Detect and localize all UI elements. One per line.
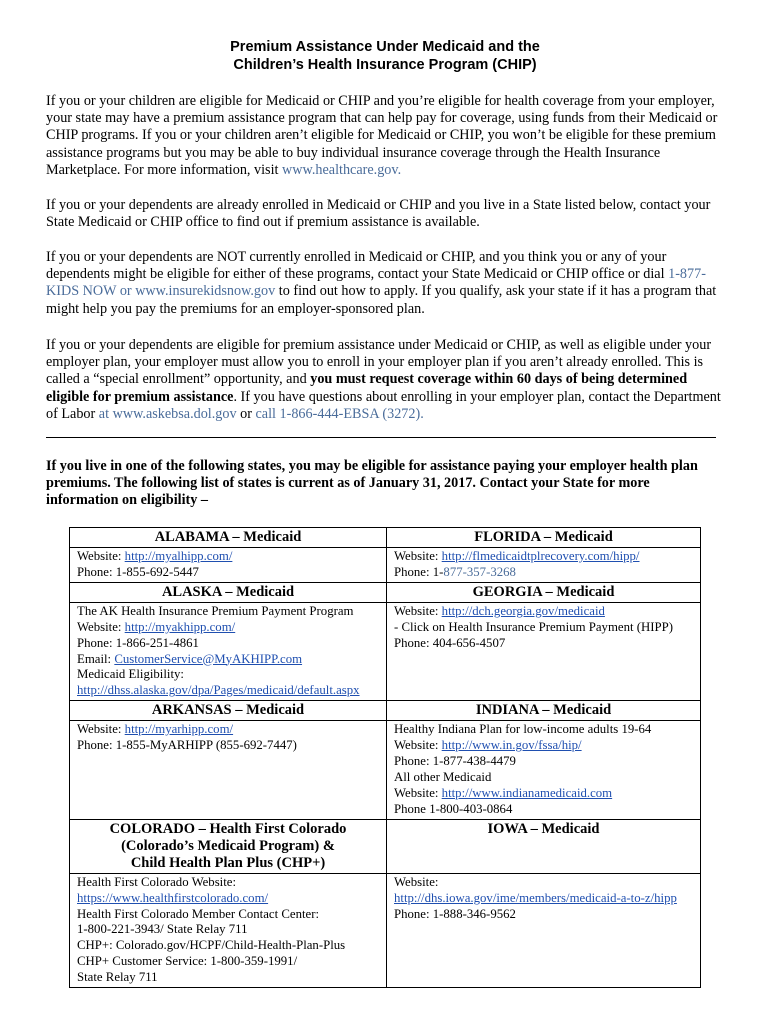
georgia-details xyxy=(387,602,701,700)
states-intro: If you live in one of the following states, you may be eligible for assistance paying your employer health plan premiums. The following list of states is current as of January 31, 2017. Contact your State for more information on eligibility – xyxy=(46,458,698,509)
askebsa-link[interactable]: at www.askebsa.dol.gov xyxy=(98,405,237,422)
table-row xyxy=(70,582,701,602)
alaska-program: The AK Health Insurance Premium Payment Program xyxy=(77,603,354,618)
table-row xyxy=(70,819,701,873)
arkansas-details xyxy=(70,721,387,819)
iowa-details xyxy=(387,873,701,987)
georgia-website-link[interactable]: http://dch.georgia.gov/medicaid xyxy=(441,603,605,618)
georgia-note: - Click on Health Insurance Premium Payment (HIPP) xyxy=(394,619,673,634)
alabama-phone: Phone: 1-855-692-5447 xyxy=(77,564,199,579)
paragraph-enrolled xyxy=(46,197,724,231)
florida-details xyxy=(387,548,701,583)
colorado-header-line-3: Child Health Plan Plus (CHP+) xyxy=(130,854,326,871)
paragraph-intro-end: . xyxy=(397,161,402,178)
table-row xyxy=(70,701,701,721)
indiana-line-1: Healthy Indiana Plan for low-income adults 19-64 xyxy=(394,722,652,737)
page-title xyxy=(0,38,770,74)
arkansas-phone: Phone: 1-855-MyARHIPP (855-692-7447) xyxy=(77,738,297,753)
alaska-eligibility-label: Medicaid Eligibility: xyxy=(77,667,184,682)
iowa-website-link[interactable]: http://dhs.iowa.gov/ime/members/medicaid-a-to-z/hipp xyxy=(394,890,677,905)
iowa-phone: Phone: 1-888-346-9562 xyxy=(394,906,516,921)
georgia-website-label: Website: xyxy=(394,603,442,618)
paragraph-enrolled-text: If you or your dependents are already enrolled in Medicaid or CHIP and you live in a State listed below, contact your State Medicaid or CHIP office to find out if premium assistance is available. xyxy=(46,197,711,231)
table-row xyxy=(70,528,701,548)
paragraph-not-enrolled-end: to find out how to apply. If you qualify, ask your state if it has a program that might help you pay the premiums for an employer-sponsored plan. xyxy=(46,283,717,317)
special-enrollment-text-2: . If you have questions about enrolling in your employer plan, contact the Department of Labor xyxy=(46,388,721,422)
colorado-line-6: State Relay 711 xyxy=(77,970,158,985)
alabama-website-label: Website: xyxy=(77,549,125,563)
iowa-website-label: Website: xyxy=(394,874,439,889)
alaska-eligibility-link[interactable]: http://dhss.alaska.gov/dpa/Pages/medicaid/default.aspx xyxy=(77,683,360,698)
colorado-line-2: Health First Colorado Member Contact Center: xyxy=(77,906,320,921)
ebsa-phone-link[interactable]: call 1-866-444-EBSA (3272). xyxy=(255,405,424,422)
special-enrollment-text-1: If you or your dependents are eligible for premium assistance under Medicaid or CHIP, as well as eligible under your employer plan, your employer must allow you to enroll in your employer plan if you aren’t already enrolled. This is called a “special enrollment” opportunity, and xyxy=(46,337,712,388)
paragraph-not-enrolled xyxy=(46,249,724,318)
florida-website-label: Website: xyxy=(394,549,442,563)
georgia-header: GEORGIA – Medicaid xyxy=(387,582,701,602)
indiana-website-1-link[interactable]: http://www.in.gov/fssa/hip/ xyxy=(441,738,582,753)
table-row xyxy=(70,873,701,987)
indiana-phone-2: Phone 1-800-403-0864 xyxy=(394,801,513,816)
indiana-details xyxy=(387,721,701,819)
florida-phone-label: Phone: 1- xyxy=(394,564,444,579)
alaska-website-link[interactable]: http://myakhipp.com/ xyxy=(124,619,236,634)
alaska-details xyxy=(70,602,387,700)
arkansas-website-link[interactable]: http://myarhipp.com/ xyxy=(124,722,234,737)
colorado-line-4: CHP+: Colorado.gov/HCPF/Child-Health-Plan-Plus xyxy=(77,938,346,953)
insurekidsnow-link[interactable]: 1-877-KIDS NOW or www.insurekidsnow.gov xyxy=(46,266,706,300)
indiana-header: INDIANA – Medicaid xyxy=(387,701,701,721)
paragraph-intro xyxy=(46,93,724,179)
alaska-header: ALASKA – Medicaid xyxy=(70,582,387,602)
arkansas-website-label: Website: xyxy=(77,722,125,737)
indiana-phone-1: Phone: 1-877-438-4479 xyxy=(394,754,516,769)
iowa-header: IOWA – Medicaid xyxy=(387,819,701,873)
healthcare-gov-link[interactable]: www.healthcare.gov xyxy=(282,161,398,178)
alabama-details xyxy=(70,548,387,583)
state-contacts-table xyxy=(69,527,701,988)
colorado-line-3: 1-800-221-3943/ State Relay 711 xyxy=(77,922,248,937)
colorado-line-1: Health First Colorado Website: xyxy=(77,874,237,889)
colorado-line-5: CHP+ Customer Service: 1-800-359-1991/ xyxy=(77,954,298,969)
special-enrollment-deadline: you must request coverage within 60 days of being determined eligible for premium assistance xyxy=(46,371,688,405)
table-row xyxy=(70,548,701,583)
alaska-phone: Phone: 1-866-251-4861 xyxy=(77,635,199,650)
indiana-website-1-label: Website: xyxy=(394,738,442,753)
paragraph-not-enrolled-text: If you or your dependents are NOT currently enrolled in Medicaid or CHIP, and you think you or any of your dependents might be eligible for either of these programs, contact your State Medicaid or CHIP office or dial xyxy=(46,249,669,283)
colorado-website-link[interactable]: https://www.healthfirstcolorado.com/ xyxy=(77,890,269,905)
colorado-header-line-1: COLORADO – Health First Colorado xyxy=(109,820,347,837)
florida-phone-value: 877-357-3268 xyxy=(443,564,516,579)
colorado-details xyxy=(70,873,387,987)
horizontal-divider xyxy=(46,437,716,438)
florida-website-link[interactable]: http://flmedicaidtplrecovery.com/hipp/ xyxy=(441,549,640,563)
indiana-website-2-link[interactable]: http://www.indianamedicaid.com xyxy=(441,785,613,800)
title-line-2: Children’s Health Insurance Program (CHIP) xyxy=(233,57,537,73)
alaska-email-link[interactable]: CustomerService@MyAKHIPP.com xyxy=(114,651,303,666)
special-enrollment-text-3: or xyxy=(236,405,256,422)
table-row xyxy=(70,602,701,700)
alabama-website-link[interactable]: http://myalhipp.com/ xyxy=(124,549,233,563)
colorado-header xyxy=(70,819,387,873)
georgia-phone: Phone: 404-656-4507 xyxy=(394,635,506,650)
alaska-email-label: Email: xyxy=(77,651,115,666)
paragraph-special-enrollment xyxy=(46,337,724,423)
alaska-website-label: Website: xyxy=(77,619,125,634)
table-row xyxy=(70,721,701,819)
indiana-line-2: All other Medicaid xyxy=(394,769,492,784)
indiana-website-2-label: Website: xyxy=(394,785,442,800)
alabama-header: ALABAMA – Medicaid xyxy=(70,528,387,548)
colorado-header-line-2: (Colorado’s Medicaid Program) & xyxy=(121,837,335,854)
title-line-1: Premium Assistance Under Medicaid and the xyxy=(230,39,540,55)
florida-header: FLORIDA – Medicaid xyxy=(387,528,701,548)
arkansas-header: ARKANSAS – Medicaid xyxy=(70,701,387,721)
paragraph-intro-text: If you or your children are eligible for Medicaid or CHIP and you’re eligible for health coverage from your employer, your state may have a premium assistance program that can help pay for coverage, using funds from their Medicaid or CHIP programs. If you or your children aren’t eligible for Medicaid or CHIP, you won’t be eligible for these premium assistance programs but you may be able to buy individual insurance coverage through the Health Insurance Marketplace. For more information, visit xyxy=(46,93,718,178)
